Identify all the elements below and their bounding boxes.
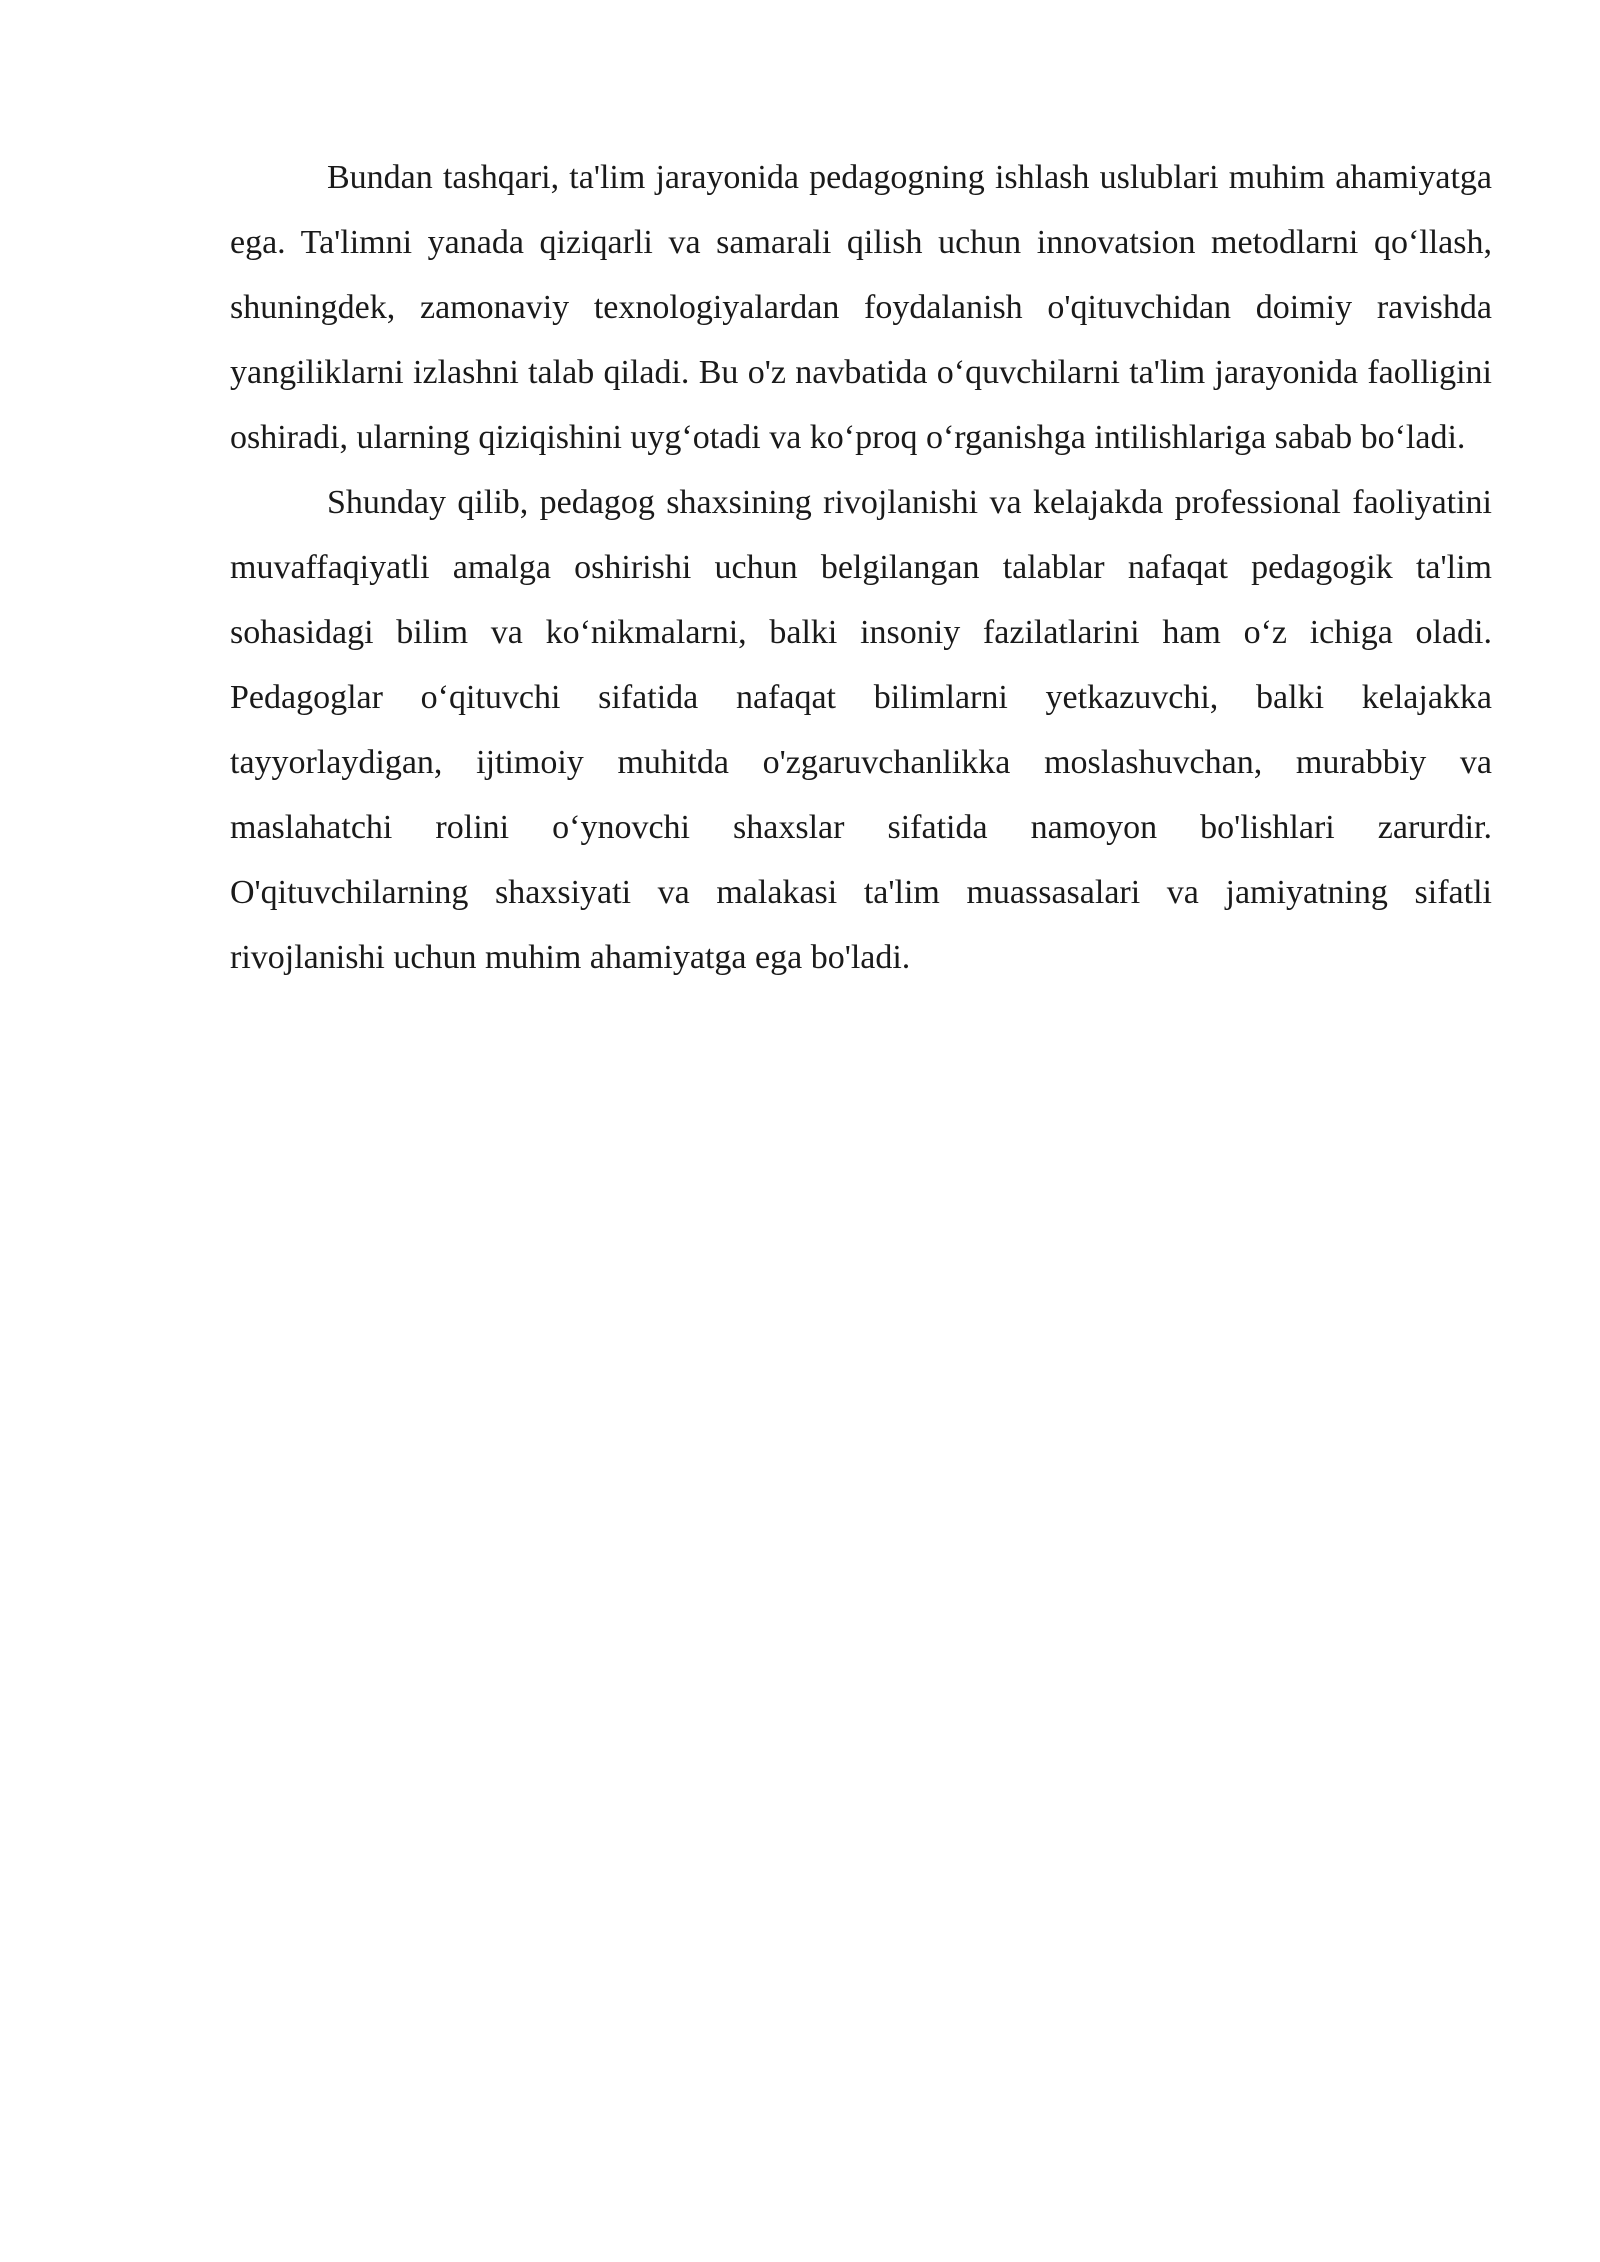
paragraph-1: Bundan tashqari, ta'lim jarayonida pedagogning ishlash uslublari muhim ahamiyatga ega. Ta'limni yanada qiziqarli va samarali qilish uchun innovatsion metodlarni qo‘llash, shuningdek, zamonaviy texnologiyalardan foydalanish o'qituvchidan doimiy ravishda yangiliklarni izlashni talab qiladi. Bu o'z navbatida o‘quvchilarni ta'lim jarayonida faolligini oshiradi, ularning qiziqishini uyg‘otadi va ko‘proq o‘rganishga intilishlariga sabab bo‘ladi. [230, 159, 1492, 456]
paragraph-2: Shunday qilib, pedagog shaxsining rivojlanishi va kelajakda professional faoliyatini muvaffaqiyatli amalga oshirishi uchun belgilangan talablar nafaqat pedagogik ta'lim sohasidagi bilim va ko‘nikmalarni, balki insoniy fazilatlarini ham o‘z ichiga oladi. Pedagoglar o‘qituvchi sifatida nafaqat bilimlarni yetkazuvchi, balki kelajakka tayyorlaydigan, ijtimoiy muhitda o'zgaruvchanlikka moslashuvchan, murabbiy va maslahatchi rolini o‘ynovchi shaxslar sifatida namoyon bo'lishlari zarurdir. O'qituvchilarning shaxsiyati va malakasi ta'lim muassasalari va jamiyatning sifatli rivojlanishi uchun muhim ahamiyatga ega bo'ladi. [230, 484, 1492, 976]
document-body [230, 145, 1492, 990]
